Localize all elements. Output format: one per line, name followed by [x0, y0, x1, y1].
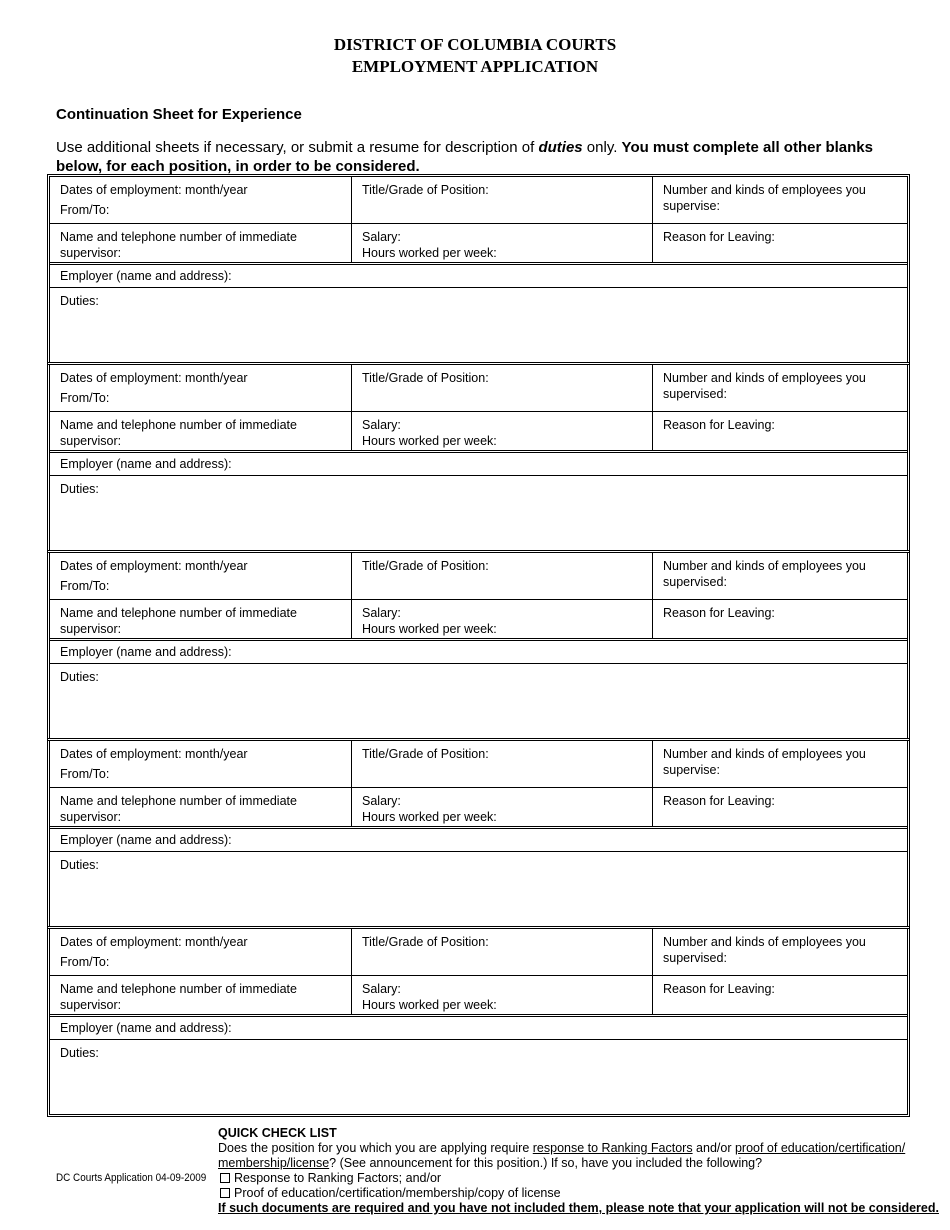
from-to-label: From/To:	[60, 955, 110, 969]
employer-label: Employer (name and address):	[60, 833, 232, 847]
checkbox-icon[interactable]	[220, 1188, 230, 1198]
employer-field[interactable]	[50, 265, 907, 288]
check-item-label: Response to Ranking Factors; and/or	[234, 1171, 442, 1185]
employer-label: Employer (name and address):	[60, 269, 232, 283]
warning-text: If such documents are required and you have not included them, please note that your application will not be considered.	[218, 1201, 939, 1215]
employer-label: Employer (name and address):	[60, 457, 232, 471]
title-grade-label: Title/Grade of Position:	[362, 183, 489, 197]
supervisor-field[interactable]	[50, 223, 351, 262]
title-grade-field[interactable]	[351, 929, 652, 975]
question-text-3: ? (See announcement for this position.) If so, have you included the following?	[329, 1156, 763, 1170]
hours-label: Hours worked per week:	[362, 622, 497, 636]
form-header	[0, 34, 950, 78]
employer-field[interactable]	[50, 1017, 907, 1040]
salary-hours-field[interactable]	[351, 223, 652, 262]
reason-leaving-field[interactable]	[652, 787, 907, 826]
employer-label: Employer (name and address):	[60, 1021, 232, 1035]
experience-block	[47, 738, 910, 929]
quick-check-title: QUICK CHECK LIST	[218, 1126, 337, 1140]
duties-label: Duties:	[60, 1046, 99, 1060]
supervisor-label: Name and telephone number of immediate supervisor:	[60, 982, 297, 1012]
duties-label: Duties:	[60, 294, 99, 308]
reason-leaving-field[interactable]	[652, 411, 907, 450]
salary-hours-field[interactable]	[351, 975, 652, 1014]
reason-label: Reason for Leaving:	[663, 418, 775, 432]
instructions	[56, 138, 916, 176]
salary-label: Salary:	[362, 794, 401, 808]
proof-link: proof of education/certification/ membership/license	[218, 1141, 906, 1170]
check-item-proof[interactable]	[218, 1186, 948, 1201]
experience-block	[47, 926, 910, 1117]
supervisor-field[interactable]	[50, 975, 351, 1014]
dates-label: Dates of employment: month/year	[60, 559, 248, 573]
reason-label: Reason for Leaving:	[663, 606, 775, 620]
title-grade-field[interactable]	[351, 177, 652, 223]
hours-label: Hours worked per week:	[362, 434, 497, 448]
experience-blocks	[47, 174, 910, 1117]
header-line-1: DISTRICT OF COLUMBIA COURTS	[333, 35, 617, 54]
employees-supervised-field[interactable]	[652, 741, 907, 787]
employees-label: Number and kinds of employees you supervise:	[663, 183, 866, 213]
title-grade-field[interactable]	[351, 365, 652, 411]
supervisor-label: Name and telephone number of immediate supervisor:	[60, 230, 297, 260]
header-line-2: EMPLOYMENT APPLICATION	[351, 57, 599, 76]
dates-field[interactable]	[50, 929, 351, 975]
ranking-factors-link: response to Ranking Factors	[532, 1141, 693, 1155]
employer-field[interactable]	[50, 641, 907, 664]
title-grade-label: Title/Grade of Position:	[362, 747, 489, 761]
hours-label: Hours worked per week:	[362, 998, 497, 1012]
employees-supervised-field[interactable]	[652, 177, 907, 223]
employees-label: Number and kinds of employees you supervised:	[663, 935, 866, 965]
intro-duties-word: duties	[538, 139, 583, 156]
reason-leaving-field[interactable]	[652, 223, 907, 262]
quick-check-question	[218, 1141, 948, 1171]
employer-label: Employer (name and address):	[60, 645, 232, 659]
checkbox-icon[interactable]	[220, 1173, 230, 1183]
experience-block	[47, 174, 910, 365]
duties-label: Duties:	[60, 670, 99, 684]
intro-bold-text: You must complete all other blanks below, for each position, in order to be considered.	[56, 139, 873, 175]
section-subtitle: Continuation Sheet for Experience	[56, 106, 302, 123]
dates-field[interactable]	[50, 553, 351, 599]
employees-supervised-field[interactable]	[652, 553, 907, 599]
title-grade-label: Title/Grade of Position:	[362, 371, 489, 385]
duties-field[interactable]	[50, 664, 907, 690]
title-grade-field[interactable]	[351, 741, 652, 787]
check-item-ranking[interactable]	[218, 1171, 948, 1186]
title-grade-label: Title/Grade of Position:	[362, 559, 489, 573]
dates-field[interactable]	[50, 741, 351, 787]
employees-label: Number and kinds of employees you supervised:	[663, 559, 866, 589]
salary-hours-field[interactable]	[351, 411, 652, 450]
hours-label: Hours worked per week:	[362, 810, 497, 824]
experience-block	[47, 550, 910, 741]
employer-field[interactable]	[50, 453, 907, 476]
employees-supervised-field[interactable]	[652, 365, 907, 411]
duties-field[interactable]	[50, 852, 907, 878]
salary-hours-field[interactable]	[351, 599, 652, 638]
supervisor-field[interactable]	[50, 787, 351, 826]
employees-label: Number and kinds of employees you supervise:	[663, 747, 866, 777]
from-to-label: From/To:	[60, 767, 110, 781]
from-to-label: From/To:	[60, 203, 110, 217]
supervisor-label: Name and telephone number of immediate supervisor:	[60, 794, 297, 824]
supervisor-field[interactable]	[50, 411, 351, 450]
duties-label: Duties:	[60, 482, 99, 496]
supervisor-field[interactable]	[50, 599, 351, 638]
intro-text: Use additional sheets if necessary, or submit a resume for description of	[56, 139, 539, 156]
dates-label: Dates of employment: month/year	[60, 183, 248, 197]
experience-block	[47, 362, 910, 553]
reason-label: Reason for Leaving:	[663, 230, 775, 244]
reason-leaving-field[interactable]	[652, 599, 907, 638]
salary-hours-field[interactable]	[351, 787, 652, 826]
employees-supervised-field[interactable]	[652, 929, 907, 975]
question-text-2: and/or	[692, 1141, 735, 1155]
duties-field[interactable]	[50, 1040, 907, 1066]
duties-field[interactable]	[50, 288, 907, 314]
supervisor-label: Name and telephone number of immediate supervisor:	[60, 418, 297, 448]
hours-label: Hours worked per week:	[362, 246, 497, 260]
check-item-label: Proof of education/certification/membership/copy of license	[234, 1186, 561, 1200]
form-code: DC Courts Application 04-09-2009	[56, 1172, 207, 1184]
title-grade-label: Title/Grade of Position:	[362, 935, 489, 949]
duties-field[interactable]	[50, 476, 907, 502]
from-to-label: From/To:	[60, 579, 110, 593]
supervisor-label: Name and telephone number of immediate supervisor:	[60, 606, 297, 636]
dates-label: Dates of employment: month/year	[60, 747, 248, 761]
employer-field[interactable]	[50, 829, 907, 852]
duties-label: Duties:	[60, 858, 99, 872]
dates-field[interactable]	[50, 365, 351, 411]
quick-check-list	[218, 1126, 948, 1216]
employees-label: Number and kinds of employees you supervised:	[663, 371, 866, 401]
intro-text-2: only.	[582, 139, 622, 156]
salary-label: Salary:	[362, 606, 401, 620]
reason-label: Reason for Leaving:	[663, 982, 775, 996]
from-to-label: From/To:	[60, 391, 110, 405]
salary-label: Salary:	[362, 982, 401, 996]
dates-label: Dates of employment: month/year	[60, 371, 248, 385]
title-grade-field[interactable]	[351, 553, 652, 599]
dates-field[interactable]	[50, 177, 351, 223]
salary-label: Salary:	[362, 418, 401, 432]
salary-label: Salary:	[362, 230, 401, 244]
reason-label: Reason for Leaving:	[663, 794, 775, 808]
question-text: Does the position for you which you are applying require	[218, 1141, 533, 1155]
reason-leaving-field[interactable]	[652, 975, 907, 1014]
dates-label: Dates of employment: month/year	[60, 935, 248, 949]
